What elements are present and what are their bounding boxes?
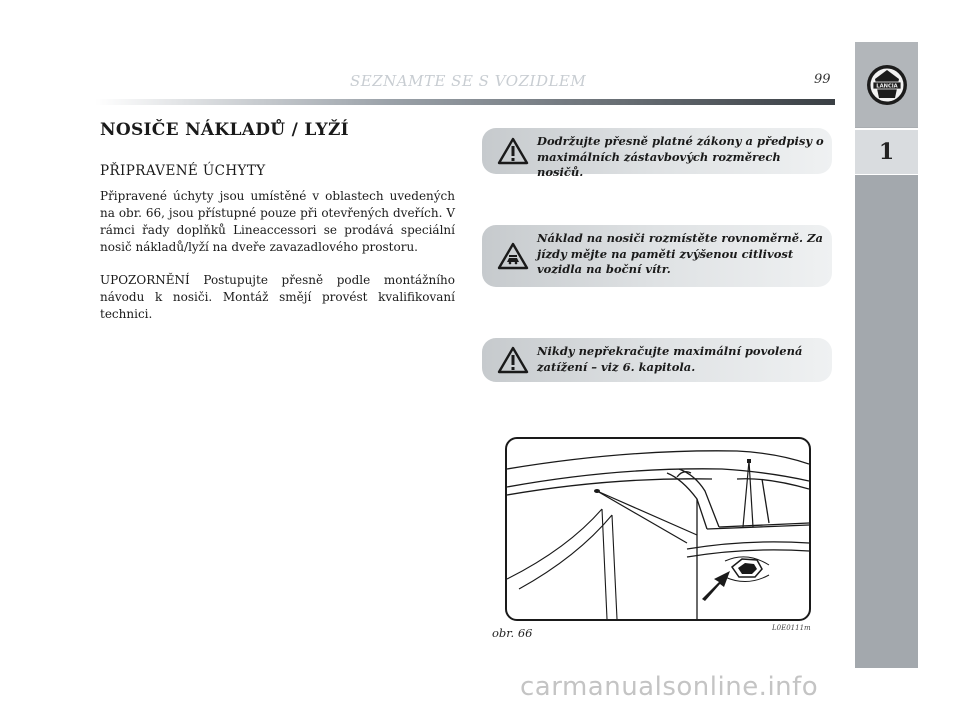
watermark: carmanualsonline.info	[520, 672, 819, 702]
warning-triangle-icon	[497, 346, 529, 374]
figure-code: L0E0111m	[772, 624, 811, 632]
warning-text-2: Náklad na nosiči rozmístěte rovnoměrně. Za jízdy mějte na paměti zvýšenou citlivost vozidla na boční vítr.	[537, 231, 823, 276]
warning-box-1	[482, 128, 832, 179]
figure-illustration	[505, 437, 811, 621]
warning-box-2	[482, 225, 832, 287]
warning-triangle-icon	[497, 137, 529, 165]
section-subtitle: PŘIPRAVENÉ ÚCHYTY	[100, 163, 266, 179]
warning-text-1: Dodržujte přesně platné zákony a předpisy o maximálních zástavbových rozměrech nosičů.	[537, 134, 824, 179]
lancia-logo-icon	[866, 64, 908, 106]
chapter-number: 1	[878, 139, 895, 165]
chapter-tab[interactable]	[855, 128, 918, 176]
side-tab-lower	[855, 174, 918, 668]
side-logo-box	[855, 42, 918, 127]
page-number: 99	[814, 72, 831, 87]
lancia-logo-text: LANCIA	[875, 83, 898, 90]
figure-caption: obr. 66	[492, 626, 533, 640]
body-paragraph-2: UPOZORNĚNÍ Postupujte přesně podle montážního návodu k nosiči. Montáž smějí provést kvalifikovaní technici.	[100, 273, 455, 321]
body-paragraph-1: Připravené úchyty jsou umístěné v oblastech uvedených na obr. 66, jsou přístupné pouze při otevřených dveřích. V rámci řady doplňků Lineaccessori se prodává speciální nosič nákladů/lyží na dveře zavazadlového prostoru.	[100, 189, 455, 254]
warning-text-3: Nikdy nepřekračujte maximální povolená zatížení – viz 6. kapitola.	[537, 344, 803, 374]
header-title: SEZNAMTE SE S VOZIDLEM	[350, 72, 587, 90]
warning-box-3	[482, 338, 832, 382]
roof-rack-mount-illustration	[507, 439, 809, 619]
crosswind-warning-icon	[497, 242, 529, 270]
header-rule	[95, 99, 835, 105]
section-title: NOSIČE NÁKLADŮ / LYŽÍ	[100, 120, 349, 140]
